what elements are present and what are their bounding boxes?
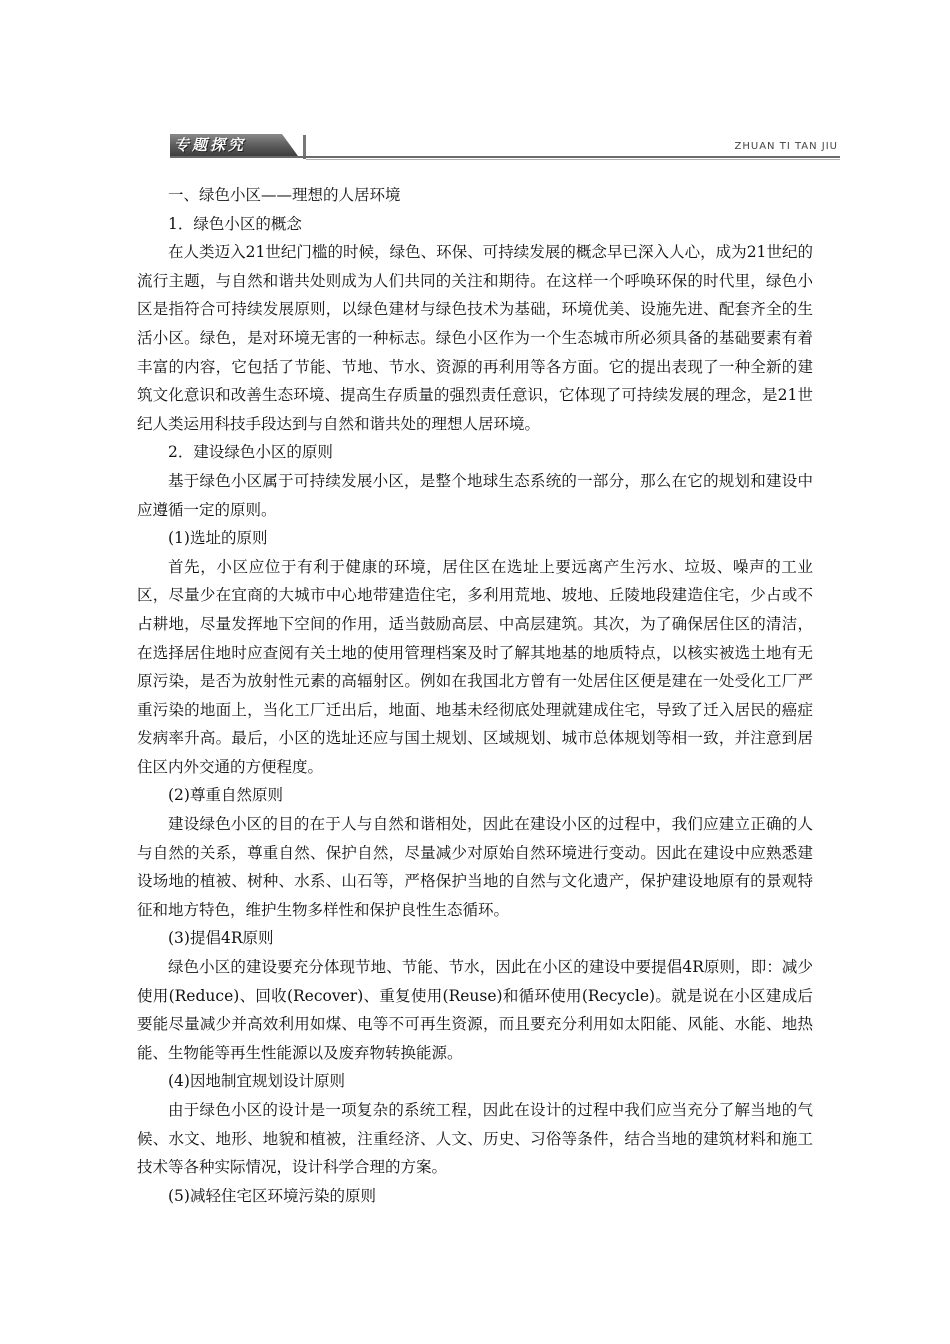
paragraph-site-selection: 首先，小区应位于有利于健康的环境，居住区在选址上要远离产生污水、垃圾、噪声的工业区，尽量少在宜商的大城市中心地带建造住宅，多利用荒地、坡地、丘陵地段建造住宅，少占或不占耕地，尽量发挥地下空间的作用，适当鼓励高层、中高层建筑。其次，为了确保居住区的清洁，在选择居住地时应查阅有关土地的使用管理档案及时了解其地基的地质特点，以核实被选土地有无原污染，是否为放射性元素的高辐射区。例如在我国北方曾有一处居住区便是建在一处受化工厂严重污染的地面上，当化工厂迁出后，地面、地基未经彻底处理就建成住宅，导致了迁入居民的癌症发病率升高。最后，小区的选址还应与国土规划、区域规划、城市总体规划等相一致，并注意到居住区内外交通的方便程度。 — [137, 557, 813, 776]
header-tab-label: 专题探究 — [174, 136, 247, 154]
page-header — [170, 134, 840, 160]
item-title-4r: (3)提倡4R原则 — [168, 929, 274, 948]
item-title-site-selection: (1)选址的原则 — [168, 529, 268, 548]
item-title-respect-nature: (2)尊重自然原则 — [168, 786, 283, 805]
paragraph-local-design: 由于绿色小区的设计是一项复杂的系统工程，因此在设计的过程中我们应当充分了解当地的气候、水文、地形、地貌和植被，注重经济、人文、历史、习俗等条件，结合当地的建筑材料和施工技术等各种实际情况，设计科学合理的方案。 — [137, 1101, 813, 1177]
item-title-local-design: (4)因地制宜规划设计原则 — [168, 1072, 345, 1091]
header-pinyin-label: ZHUAN TI TAN JIU — [734, 141, 838, 152]
paragraph-principles-intro: 基于绿色小区属于可持续发展小区，是整个地球生态系统的一部分，那么在它的规划和建设中应遵循一定的原则。 — [137, 471, 813, 519]
item-title-pollution: (5)减轻住宅区环境污染的原则 — [168, 1186, 376, 1205]
subsection-title-principles: 2．建设绿色小区的原则 — [168, 443, 333, 462]
header-rule-thin — [306, 159, 840, 160]
section-title: 一、绿色小区——理想的人居环境 — [168, 186, 401, 204]
header-rule — [170, 156, 840, 158]
paragraph-respect-nature: 建设绿色小区的目的在于人与自然和谐相处，因此在建设小区的过程中，我们应建立正确的人与自然的关系，尊重自然、保护自然，尽量减少对原始自然环境进行变动。因此在建设中应熟悉建设场地的植被、树种、水系、山石等，严格保护当地的自然与文化遗产，保护建设地原有的景观特征和地方特色，维护生物多样性和保护良性生态循环。 — [137, 815, 813, 919]
subsection-title-concept: 1．绿色小区的概念 — [168, 214, 302, 233]
paragraph-4r: 绿色小区的建设要充分体现节地、节能、节水，因此在小区的建设中要提倡4R原则，即：减少使用(Reduce)、回收(Recover)、重复使用(Reuse)和循环使用(Recycle)。就是说在小区建成后要能尽量减少并高效利用如煤、电等不可再生资源，而且要充分利用如太阳能、风能、水能、地热能、生物能等再生性能源以及废弃物转换能源。 — [137, 958, 813, 1062]
document-body — [137, 181, 813, 1210]
paragraph-concept: 在人类迈入21世纪门槛的时候，绿色、环保、可持续发展的概念早已深入人心，成为21世纪的流行主题，与自然和谐共处则成为人们共同的关注和期待。在这样一个呼唤环保的时代里，绿色小区是指符合可持续发展原则，以绿色建材与绿色技术为基础，环境优美、设施先进、配套齐全的生活小区。绿色，是对环境无害的一种标志。绿色小区作为一个生态城市所必须具备的基础要素有着丰富的内容，它包括了节能、节地、节水、资源的再利用等各方面。它的提出表现了一种全新的建筑文化意识和改善生态环境、提高生存质量的强烈责任意识，它体现了可持续发展的理念，是21世纪人类运用科技手段达到与自然和谐共处的理想人居环境。 — [137, 243, 813, 433]
